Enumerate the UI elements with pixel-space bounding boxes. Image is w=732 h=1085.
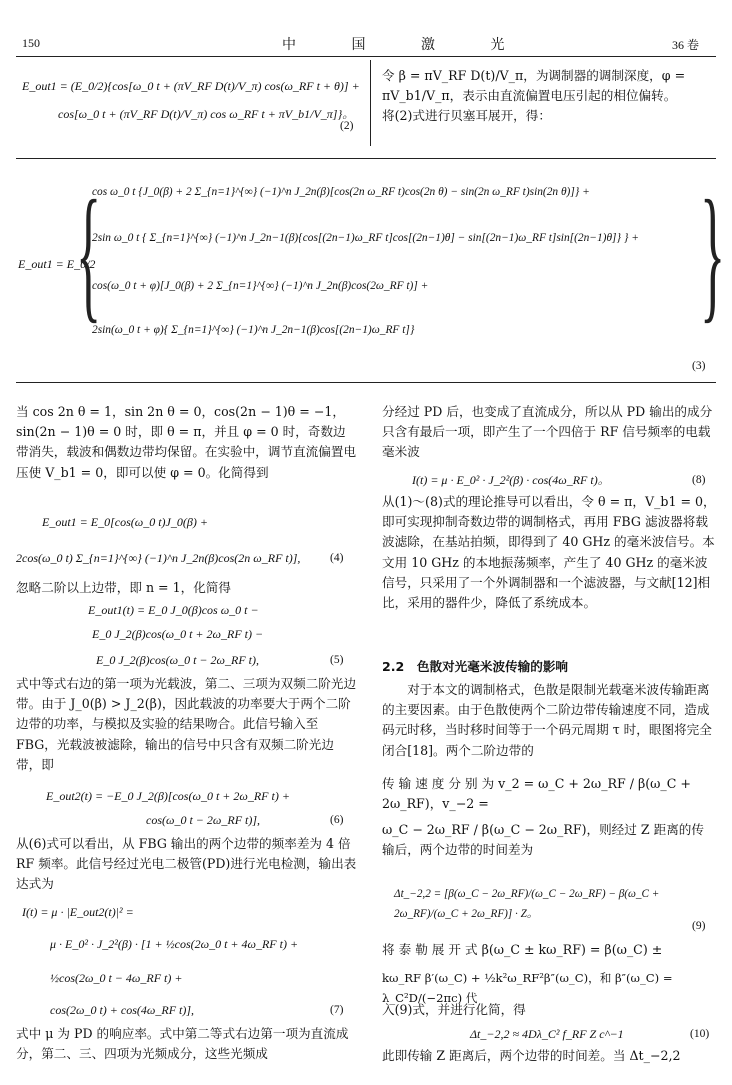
equation-7-line3: ½cos(2ω_0 t − 4ω_RF t) + <box>50 971 183 985</box>
equation-3-number: (3) <box>692 360 706 372</box>
equation-3-left-brace: { <box>76 170 102 336</box>
equation-6-line2: cos(ω_0 t − 2ω_RF t)], <box>146 813 261 827</box>
section-heading-2-2: 2.2 色散对光毫米波传输的影响 <box>382 659 569 674</box>
right-paragraph-5a: 将 泰 勒 展 开 式 β(ω_C ± kω_RF) = β(ω_C) ± <box>382 942 663 957</box>
right-paragraph-6: 此即传输 Z 距离后，两个边带的时间差。当 Δt_−2,2 <box>382 1048 681 1063</box>
journal-title: 中 国 激 光 <box>282 38 531 53</box>
left-paragraph-1: 当 cos 2n θ = 1，sin 2n θ = 0，cos(2n − 1)θ = −1，sin(2n − 1)θ = 0 时，即 θ = π，并且 φ = 0 时，奇数边带消失，载波和偶数边带均保留。在实验中，调节直流偏置电压使 V_b1 = 0，即可以使 φ = 0。化简得到 <box>16 404 357 480</box>
equation-5-line1: E_out1(t) = E_0 J_0(β)cos ω_0 t − <box>88 603 259 617</box>
left-paragraph-4: 从(6)式可以看出，从 FBG 输出的两个边带的频率差为 4 倍 RF 频率。此信号经过光电二极管(PD)进行光电检测，输出表达式为 <box>16 836 357 892</box>
top-right-line2: πV_b1/V_π，表示由直流偏置电压引起的相位偏转。 <box>382 88 677 104</box>
header-rule <box>16 56 716 57</box>
equation-5-line2: E_0 J_2(β)cos(ω_0 t + 2ω_RF t) − <box>92 627 264 641</box>
equation-10-number: (10) <box>690 1028 710 1040</box>
page-number: 150 <box>22 36 40 50</box>
equation-3-top-rule <box>16 158 716 159</box>
equation-4-line2: 2cos(ω_0 t) Σ_{n=1}^{∞} (−1)^n J_2n(β)cos(2n ω_RF t)], <box>16 551 301 565</box>
volume-label: 36 卷 <box>672 38 700 52</box>
right-paragraph-1: 分经过 PD 后，也变成了直流成分，所以从 PD 输出的成分只含有最后一项，即产生了一个四倍于 RF 信号频率的电载毫米波 <box>382 404 713 460</box>
top-right-line3: 将(2)式进行贝塞耳展开，得： <box>382 108 551 124</box>
equation-3-line3: cos(ω_0 t + φ)[J_0(β) + 2 Σ_{n=1}^{∞} (−1)^n J_2n(β)cos(2ω_RF t)] + <box>92 280 429 292</box>
equation-8: I(t) = μ · E_0² · J_2²(β) · cos(4ω_RF t)。 <box>412 473 610 487</box>
right-paragraph-5b: kω_RF β′(ω_C) + ½k²ω_RF²β″(ω_C)，和 β″(ω_C) = λ_C²D/(−2πc) 代 <box>382 971 673 1006</box>
equation-3-line1: cos ω_0 t {J_0(β) + 2 Σ_{n=1}^{∞} (−1)^n J_2n(β)[cos(2n ω_RF t)cos(2n θ) − sin(2n ω_RF t)sin(2n θ)]} + <box>92 186 590 198</box>
equation-9: Δt_−2,2 = [β(ω_C − 2ω_RF)/(ω_C − 2ω_RF) − β(ω_C + 2ω_RF)/(ω_C + 2ω_RF)] · Z。 <box>394 888 660 920</box>
right-paragraph-5c: 入(9)式，并进行化简，得 <box>382 1002 526 1017</box>
column-divider-top <box>370 60 371 146</box>
right-paragraph-3: 对于本文的调制格式，色散是限制光载毫米波传输距离的主要因素。由于色散使两个二阶边带传输速度不同，造成码元时移，当时移时间等于一个码元周期 τ 时，眼图将完全闭合[18]。两个二阶边带的 <box>382 682 712 758</box>
equation-6-number: (6) <box>330 814 344 826</box>
equation-8-number: (8) <box>692 474 706 486</box>
equation-2-number: (2) <box>340 120 354 132</box>
top-right-line1: 令 β = πV_RF D(t)/V_π，为调制器的调制深度，φ = <box>382 68 686 83</box>
right-paragraph-2: 从(1)～(8)式的理论推导可以看出，令 θ = π，V_b1 = 0，即可实现抑制奇数边带的调制格式，再用 FBG 滤波器将载波滤除，在基站拍频，即得到了 40 GHz 的毫米波信号。本文用 10 GHz 的本地振荡频率，产生了 40 GHz 的毫米波信号，只采用了一个外调制器和一个滤波器，与文献[12]相比，采用的器件少，降低了系统成本。 <box>382 494 716 611</box>
equation-3-bottom-rule <box>16 382 716 383</box>
equation-3-line4: 2sin(ω_0 t + φ){ Σ_{n=1}^{∞} (−1)^n J_2n−1(β)cos[(2n−1)ω_RF t]} <box>92 324 415 336</box>
equation-7-line1: I(t) = μ · |E_out2(t)|² = <box>22 905 134 919</box>
right-paragraph-4b: ω_C − 2ω_RF / β(ω_C − 2ω_RF)，则经过 Z 距离的传输后，两个边带的时间差为 <box>382 822 704 858</box>
equation-7-number: (7) <box>330 1004 344 1016</box>
equation-2 <box>22 72 372 128</box>
equation-3-line2: 2sin ω_0 t { Σ_{n=1}^{∞} (−1)^n J_2n−1(β){cos[(2n−1)ω_RF t]cos[(2n−1)θ] − sin[(2n−1)ω_RF t]sin[(2n−1)θ]} } + <box>92 232 639 244</box>
equation-4-number: (4) <box>330 552 344 564</box>
right-paragraph-4a: 传 输 速 度 分 别 为 v_2 = ω_C + 2ω_RF / β(ω_C + 2ω_RF)，v_−2 = <box>382 776 691 812</box>
equation-10: Δt_−2,2 ≈ 4Dλ_C² f_RF Z c^−1 <box>470 1027 624 1041</box>
equation-2-line1: E_out1 = (E_0/2){cos[ω_0 t + (πV_RF D(t)/V_π) cos(ω_RF t + θ)] + <box>22 79 360 93</box>
left-paragraph-5: 式中 μ 为 PD 的响应率。式中第二等式右边第一项为直流成分，第二、三、四项为光频成分，这些光频成 <box>16 1026 349 1062</box>
equation-3-lhs: E_out1 = E_0/2 <box>18 257 96 271</box>
equation-6-line1: E_out2(t) = −E_0 J_2(β)[cos(ω_0 t + 2ω_RF t) + <box>46 789 290 803</box>
top-right-paragraph <box>382 66 716 127</box>
left-paragraph-2: 忽略二阶以上边带，即 n = 1，化简得 <box>16 580 231 595</box>
equation-4-line1: E_out1 = E_0[cos(ω_0 t)J_0(β) + <box>42 515 208 529</box>
equation-3-right-brace: } <box>700 170 726 336</box>
equation-5-number: (5) <box>330 654 344 666</box>
equation-7-line2: μ · E_0² · J_2²(β) · [1 + ½cos(2ω_0 t + 4ω_RF t) + <box>50 937 299 951</box>
equation-9-number: (9) <box>692 920 706 932</box>
equation-5-line3: E_0 J_2(β)cos(ω_0 t − 2ω_RF t), <box>96 653 259 667</box>
equation-2-line2: cos[ω_0 t + (πV_RF D(t)/V_π) cos ω_RF t + πV_b1/V_π]}。 <box>58 107 355 121</box>
left-paragraph-3: 式中等式右边的第一项为光载波，第二、三项为双频二阶光边带。由于 J_0(β) > J_2(β)，因此载波的功率要大于两个二阶边带的功率，与模拟及实验的结果吻合。此信号输入至 FBG，光载波被滤除，输出的信号中只含有双频二阶光边带，即 <box>16 676 357 772</box>
equation-7-line4: cos(2ω_0 t) + cos(4ω_RF t)], <box>50 1003 195 1017</box>
